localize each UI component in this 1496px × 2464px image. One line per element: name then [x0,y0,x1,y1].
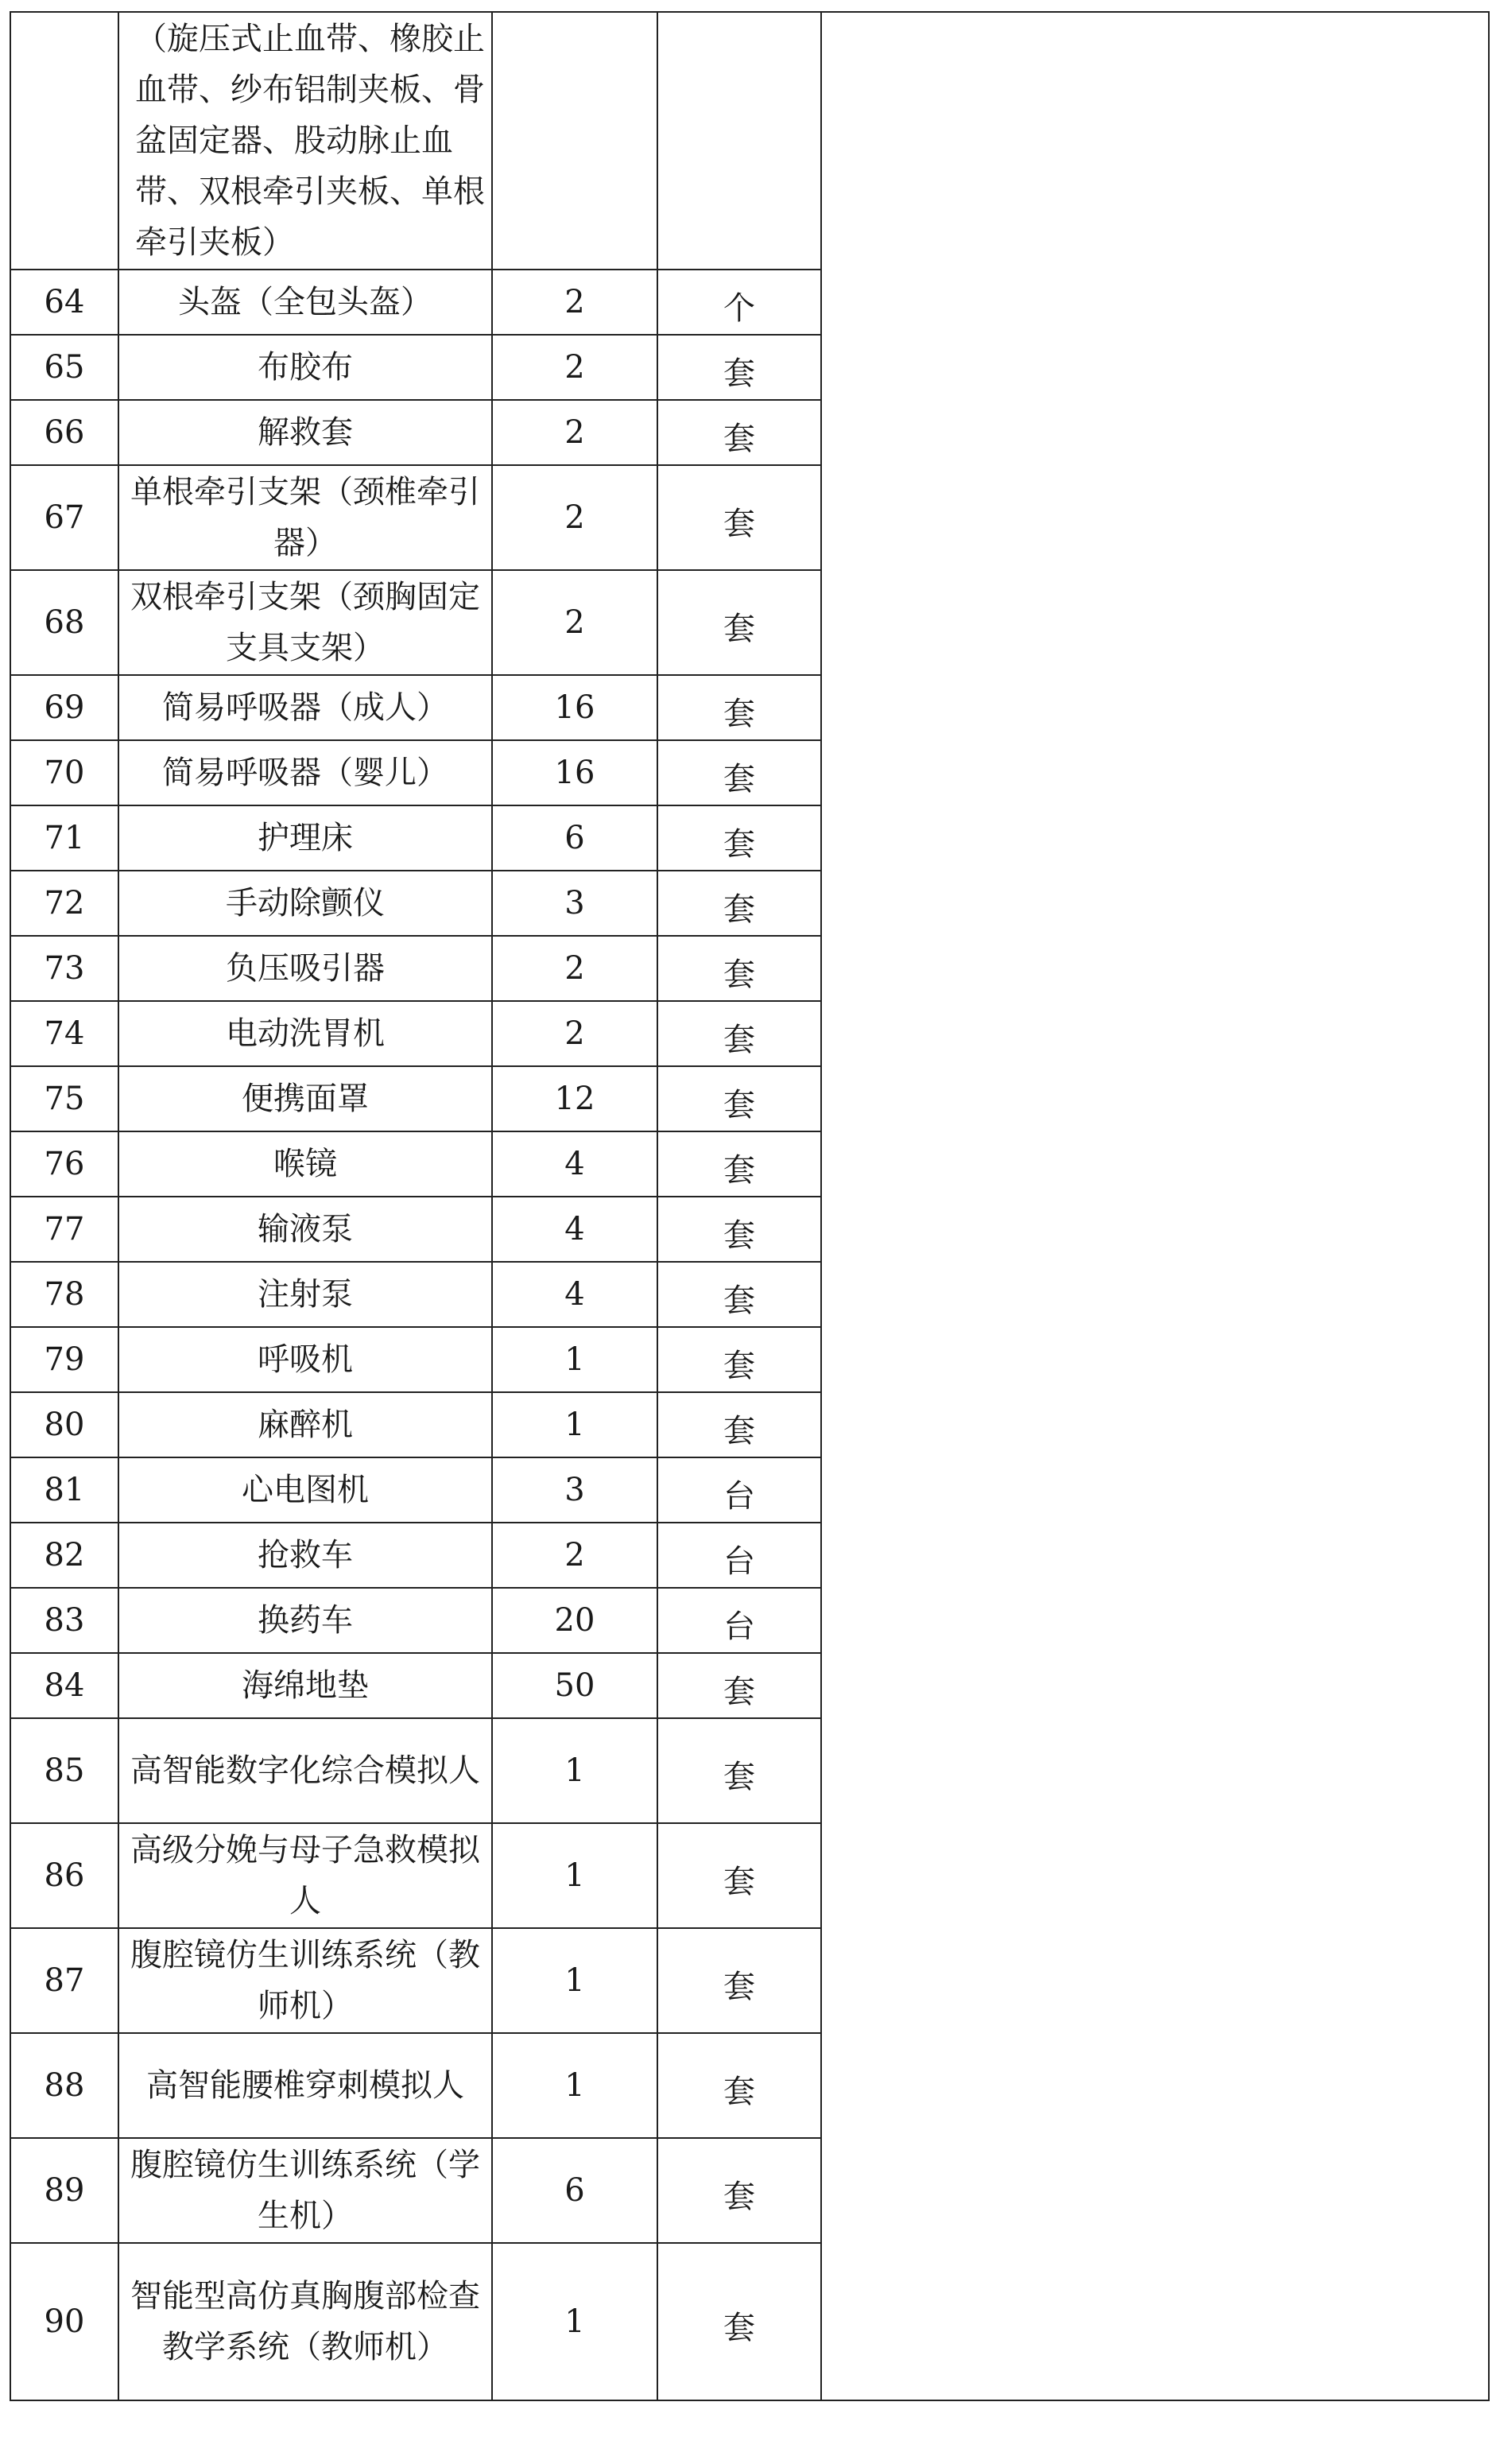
row-number-cell: 83 [10,1588,118,1653]
item-name-cell: 抢救车 [118,1523,492,1588]
unit-cell: 套 [657,1066,821,1131]
unit-cell: 套 [657,1001,821,1066]
unit-cell: 套 [657,2033,821,2138]
quantity-cell: 2 [492,1001,657,1066]
quantity-cell [492,12,657,270]
unit-cell: 套 [657,871,821,936]
item-name-cell: 海绵地垫 [118,1653,492,1718]
unit-cell [657,12,821,270]
quantity-cell: 50 [492,1653,657,1718]
item-name-cell: 喉镜 [118,1131,492,1197]
quantity-cell: 20 [492,1588,657,1653]
item-name-cell: 心电图机 [118,1457,492,1523]
item-name-cell: 呼吸机 [118,1327,492,1392]
quantity-cell: 2 [492,936,657,1001]
item-name-cell: 麻醉机 [118,1392,492,1457]
unit-cell: 套 [657,936,821,1001]
row-number-cell: 66 [10,400,118,465]
quantity-cell: 4 [492,1262,657,1327]
unit-cell: 套 [657,2138,821,2243]
row-number-cell: 85 [10,1718,118,1823]
item-name-cell: 简易呼吸器（成人） [118,675,492,740]
item-name-cell: 便携面罩 [118,1066,492,1131]
row-number-cell: 88 [10,2033,118,2138]
quantity-cell: 4 [492,1197,657,1262]
item-name-cell: 解救套 [118,400,492,465]
item-name-cell: 腹腔镜仿生训练系统（学生机） [118,2138,492,2243]
row-number-cell: 67 [10,465,118,570]
unit-cell: 台 [657,1523,821,1588]
unit-cell: 套 [657,1823,821,1928]
row-number-cell: 80 [10,1392,118,1457]
quantity-cell: 3 [492,1457,657,1523]
row-number-cell: 90 [10,2243,118,2400]
quantity-cell: 1 [492,1392,657,1457]
item-name-cell: 高智能腰椎穿刺模拟人 [118,2033,492,2138]
item-name-cell: 电动洗胃机 [118,1001,492,1066]
item-name-cell: 布胶布 [118,335,492,400]
unit-cell: 套 [657,1928,821,2033]
unit-cell: 套 [657,740,821,805]
row-number-cell: 86 [10,1823,118,1928]
row-number-cell: 78 [10,1262,118,1327]
quantity-cell: 2 [492,335,657,400]
quantity-cell: 2 [492,465,657,570]
unit-cell: 套 [657,1197,821,1262]
quantity-cell: 12 [492,1066,657,1131]
quantity-cell: 1 [492,1823,657,1928]
quantity-cell: 2 [492,1523,657,1588]
row-number-cell: 75 [10,1066,118,1131]
quantity-cell: 16 [492,740,657,805]
unit-cell: 套 [657,1262,821,1327]
unit-cell: 套 [657,1392,821,1457]
quantity-cell: 2 [492,400,657,465]
item-name-cell: 腹腔镜仿生训练系统（教师机） [118,1928,492,2033]
item-name-cell: 智能型高仿真胸腹部检查教学系统（教师机） [118,2243,492,2400]
row-number-cell: 73 [10,936,118,1001]
item-name-cell: 高智能数字化综合模拟人 [118,1718,492,1823]
unit-cell: 套 [657,2243,821,2400]
equipment-table [10,11,1490,2401]
unit-cell: 套 [657,465,821,570]
item-name-cell: 护理床 [118,805,492,871]
unit-cell: 个 [657,270,821,335]
quantity-cell: 6 [492,805,657,871]
row-number-cell: 81 [10,1457,118,1523]
item-name-cell: 负压吸引器 [118,936,492,1001]
quantity-cell: 1 [492,1327,657,1392]
row-number-cell: 77 [10,1197,118,1262]
quantity-cell: 1 [492,1928,657,2033]
row-number-cell: 64 [10,270,118,335]
unit-cell: 套 [657,1131,821,1197]
unit-cell: 套 [657,570,821,675]
quantity-cell: 1 [492,2243,657,2400]
quantity-cell: 3 [492,871,657,936]
unit-cell: 套 [657,805,821,871]
item-name-cell: 输液泵 [118,1197,492,1262]
item-name-cell: 双根牵引支架（颈胸固定支具支架） [118,570,492,675]
item-name-cell: 单根牵引支架（颈椎牵引器） [118,465,492,570]
item-name-cell: 简易呼吸器（婴儿） [118,740,492,805]
row-number-cell: 79 [10,1327,118,1392]
quantity-cell: 16 [492,675,657,740]
quantity-cell: 1 [492,1718,657,1823]
item-name-cell: 高级分娩与母子急救模拟人 [118,1823,492,1928]
row-number-cell: 76 [10,1131,118,1197]
table-body [10,12,1489,2400]
unit-cell: 台 [657,1588,821,1653]
row-number-cell: 82 [10,1523,118,1588]
row-number-cell: 89 [10,2138,118,2243]
unit-cell: 套 [657,1653,821,1718]
row-number-cell: 87 [10,1928,118,2033]
remarks-column [821,12,1489,2400]
row-number-cell: 84 [10,1653,118,1718]
quantity-cell: 6 [492,2138,657,2243]
row-number-cell [10,12,118,270]
item-name-cell: （旋压式止血带、橡胶止血带、纱布铝制夹板、骨盆固定器、股动脉止血带、双根牵引夹板、单根牵引夹板） [118,12,492,270]
item-name-cell: 手动除颤仪 [118,871,492,936]
row-number-cell: 70 [10,740,118,805]
row-number-cell: 71 [10,805,118,871]
row-number-cell: 74 [10,1001,118,1066]
unit-cell: 套 [657,400,821,465]
item-name-cell: 注射泵 [118,1262,492,1327]
row-number-cell: 65 [10,335,118,400]
quantity-cell: 1 [492,2033,657,2138]
quantity-cell: 2 [492,570,657,675]
row-number-cell: 69 [10,675,118,740]
unit-cell: 套 [657,1327,821,1392]
quantity-cell: 2 [492,270,657,335]
quantity-cell: 4 [492,1131,657,1197]
unit-cell: 套 [657,335,821,400]
item-name-cell: 头盔（全包头盔） [118,270,492,335]
row-number-cell: 68 [10,570,118,675]
item-name-cell: 换药车 [118,1588,492,1653]
unit-cell: 台 [657,1457,821,1523]
unit-cell: 套 [657,1718,821,1823]
unit-cell: 套 [657,675,821,740]
row-number-cell: 72 [10,871,118,936]
table-row-continued [10,12,1489,270]
